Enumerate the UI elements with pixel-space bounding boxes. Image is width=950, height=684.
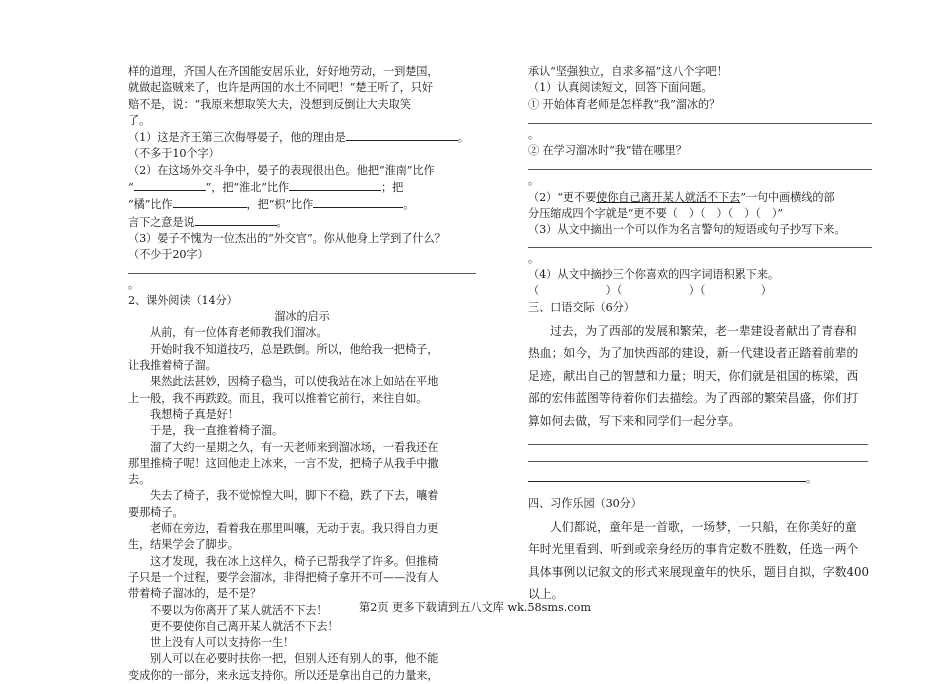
- story-text: [128, 325, 476, 684]
- answer-line-last: [528, 470, 872, 487]
- text-line: 过去，为了西部的发展和繁荣，老一辈建设者献出了青春和: [550, 323, 857, 338]
- text-line: 开始时我不知道技巧，总是跌倒。所以，他给我一把椅子，: [150, 342, 439, 356]
- text-line: 带着椅子溜冰的，是不是？: [128, 587, 262, 601]
- text-line: 别人可以在必要时扶你一把，但别人还有别人的事，他不能: [150, 652, 439, 666]
- text-line: 了。: [128, 113, 151, 127]
- question-2-line2: 分压缩成四个字就是“更不要（ ）（ ）（ ）（ ）”: [528, 207, 783, 221]
- text-line: 我想椅子真是好！: [150, 407, 239, 421]
- text-line: 足迹，献出自己的智慧和力量；明天，你们就是祖国的栋梁，西: [528, 368, 859, 383]
- question-2-line3: [128, 196, 476, 213]
- text-line: 子只是一个过程，要学会溜冰，非得把椅子拿开不可——没有人: [128, 570, 439, 584]
- text-line: 就做起盗贼来了，也许是两国的水土不同吧！”楚王听了，只好: [128, 81, 433, 95]
- question-1-sub-1: ① 开始体育老师是怎样教“我”溜冰的？: [528, 97, 721, 111]
- text-line: 不要以为你离开了某人就活不下去！: [150, 603, 328, 617]
- word-brackets: （ ）（ ）（ ）: [528, 284, 772, 298]
- question-2-line2: [128, 179, 476, 196]
- answer-line[interactable]: [528, 461, 868, 462]
- text-line: 生，结果学会了脚步。: [128, 538, 239, 552]
- story-ending: 承认“坚强独立，自求多福”这八个字吧！: [528, 65, 728, 78]
- text-line: 人们都说，童年是一首歌，一场梦，一只船，在你美好的童: [550, 519, 857, 534]
- period: 。: [528, 127, 540, 141]
- question-text: ；把: [381, 181, 404, 195]
- answer-line[interactable]: [528, 444, 868, 445]
- question-3: （3）从文中摘出一个可以作为名言警句的短语或句子抄写下来。: [528, 223, 846, 237]
- question-text: “橘”比作: [128, 198, 173, 212]
- period: 。: [528, 251, 540, 265]
- section-4-heading: 四、习作乐园（30分）: [528, 496, 642, 510]
- text-line: 溜了大约一星期之久，有一天老师来到溜冰场，一看我还在: [150, 440, 439, 454]
- period: 。: [457, 131, 469, 145]
- text-line: 于是，我一直推着椅子溜。: [150, 424, 284, 438]
- passage-ending: [128, 64, 476, 129]
- period: 。: [528, 174, 540, 188]
- text-line: 老师在旁边，看着我在那里叫嚷，无动于衷。我只得自力更: [150, 522, 439, 536]
- question-1: （1）认真阅读短文，回答下面问题。: [528, 81, 713, 95]
- text-line: 热血；如今，为了加快西部的建设，新一代建设者正踏着前辈的: [528, 346, 859, 361]
- period: 。: [806, 472, 818, 486]
- quote-open: “: [128, 181, 134, 195]
- section-3-heading: 三、口语交际（6分）: [528, 300, 635, 314]
- left-column: [128, 64, 476, 684]
- answer-blank[interactable]: [313, 196, 403, 208]
- question-text: （1）这是齐王第三次侮辱晏子，他的理由是: [128, 131, 346, 145]
- text-line: 算如何去做，写下来和同学们一起分享。: [528, 413, 741, 428]
- right-column: [528, 64, 872, 606]
- essay-prompt: [528, 516, 872, 606]
- question-4: （4）从文中摘抄三个你喜欢的四字词语积累下来。: [528, 267, 779, 281]
- answer-line[interactable]: [528, 247, 872, 248]
- text-line: 赔不是，说：“我原来想取笑大夫，没想到反倒让大夫取笑: [128, 97, 411, 111]
- answer-blank[interactable]: [289, 179, 381, 191]
- text-line: 部的宏伟蓝图等待着你们去描绘。为了西部的繁荣昌盛，你们打: [528, 391, 859, 406]
- text-line: 失去了椅子，我不觉惊惶大叫，脚下不稳，跌了下去，嚷着: [150, 489, 439, 503]
- question-text: ”，把“淮北”比作: [205, 181, 290, 195]
- section-2-heading: 2、课外阅读（14分）: [128, 293, 238, 307]
- text-line: 具体事例以记叙文的形式来展现童年的快乐，题目自拟，字数400: [528, 564, 870, 579]
- answer-blank[interactable]: [173, 196, 247, 208]
- text-line: 更不要使你自己离开某人就活不下去！: [150, 619, 339, 633]
- page-footer: 第2页 更多下载请到五八文库 wk.58sms.com: [359, 601, 591, 614]
- answer-line[interactable]: [128, 273, 476, 274]
- question-1-sub-2: ② 在学习溜冰时“我”错在哪里？: [528, 144, 687, 158]
- text-line: 变成你的一部分，来永远支持你。所以还是拿出自己的力量来，: [128, 668, 439, 682]
- question-1: [128, 129, 476, 146]
- text-line: 去。: [128, 473, 151, 487]
- text-line: 那里推椅子呢！这回他走上冰来，一言不发，把椅子从我手中撒: [128, 456, 439, 470]
- oral-prompt: [528, 320, 872, 433]
- answer-blank[interactable]: [528, 470, 806, 482]
- text-line: 年时光里看到、听到或亲身经历的事肯定数不胜数，任选一两个: [528, 542, 859, 557]
- period: 。: [403, 198, 415, 212]
- text-line: 样的道理，齐国人在齐国能安居乐业，好好地劳动，一到楚国，: [128, 65, 439, 78]
- answer-line[interactable]: [528, 169, 872, 170]
- text-line: 让我推着椅子溜。: [128, 359, 217, 373]
- text-line: 从前，有一位体育老师教我们溜冰。: [150, 326, 328, 340]
- text-line: 这才发现，我在冰上这样久，椅子已帮我学了许多。但推椅: [150, 554, 439, 568]
- answer-line[interactable]: [528, 123, 872, 124]
- question-text: （2）“更不要: [528, 190, 597, 204]
- text-line: 世上没有人可以支持你一生！: [150, 636, 295, 650]
- text-line: 要那椅子。: [128, 505, 184, 519]
- question-3-note: （不少于20字）: [128, 248, 209, 262]
- text-line: 果然此法甚妙，因椅子稳当，可以使我站在冰上如站在平地: [150, 375, 439, 389]
- question-2: [528, 190, 872, 206]
- answer-blank[interactable]: [134, 179, 206, 191]
- question-3: （3）晏子不愧为一位杰出的“外交官”。你从他身上学到了什么？: [128, 231, 446, 245]
- question-2-line4: [128, 214, 476, 231]
- story-title: 溜冰的启示: [274, 310, 330, 324]
- text-line: 上一般，我不再跌跤。而且，我可以推着它前行，来往自如。: [128, 391, 428, 405]
- question-text: ”一句中画横线的部: [740, 190, 835, 204]
- question-text: ，把“枳”比作: [246, 198, 314, 212]
- answer-blank[interactable]: [346, 129, 458, 141]
- period: 。: [276, 215, 288, 229]
- period: 。: [128, 277, 140, 291]
- question-2: （2）在这场外交斗争中，晏子的表现很出色。他把“淮南”比作: [128, 163, 435, 177]
- underlined-sentence: 使你自己离开某人就活不下去: [596, 190, 741, 204]
- question-1-note: （不多于10个字）: [128, 147, 220, 161]
- text-line: 以上。: [528, 587, 564, 602]
- answer-blank[interactable]: [195, 214, 277, 226]
- question-text: 言下之意是说: [128, 215, 195, 229]
